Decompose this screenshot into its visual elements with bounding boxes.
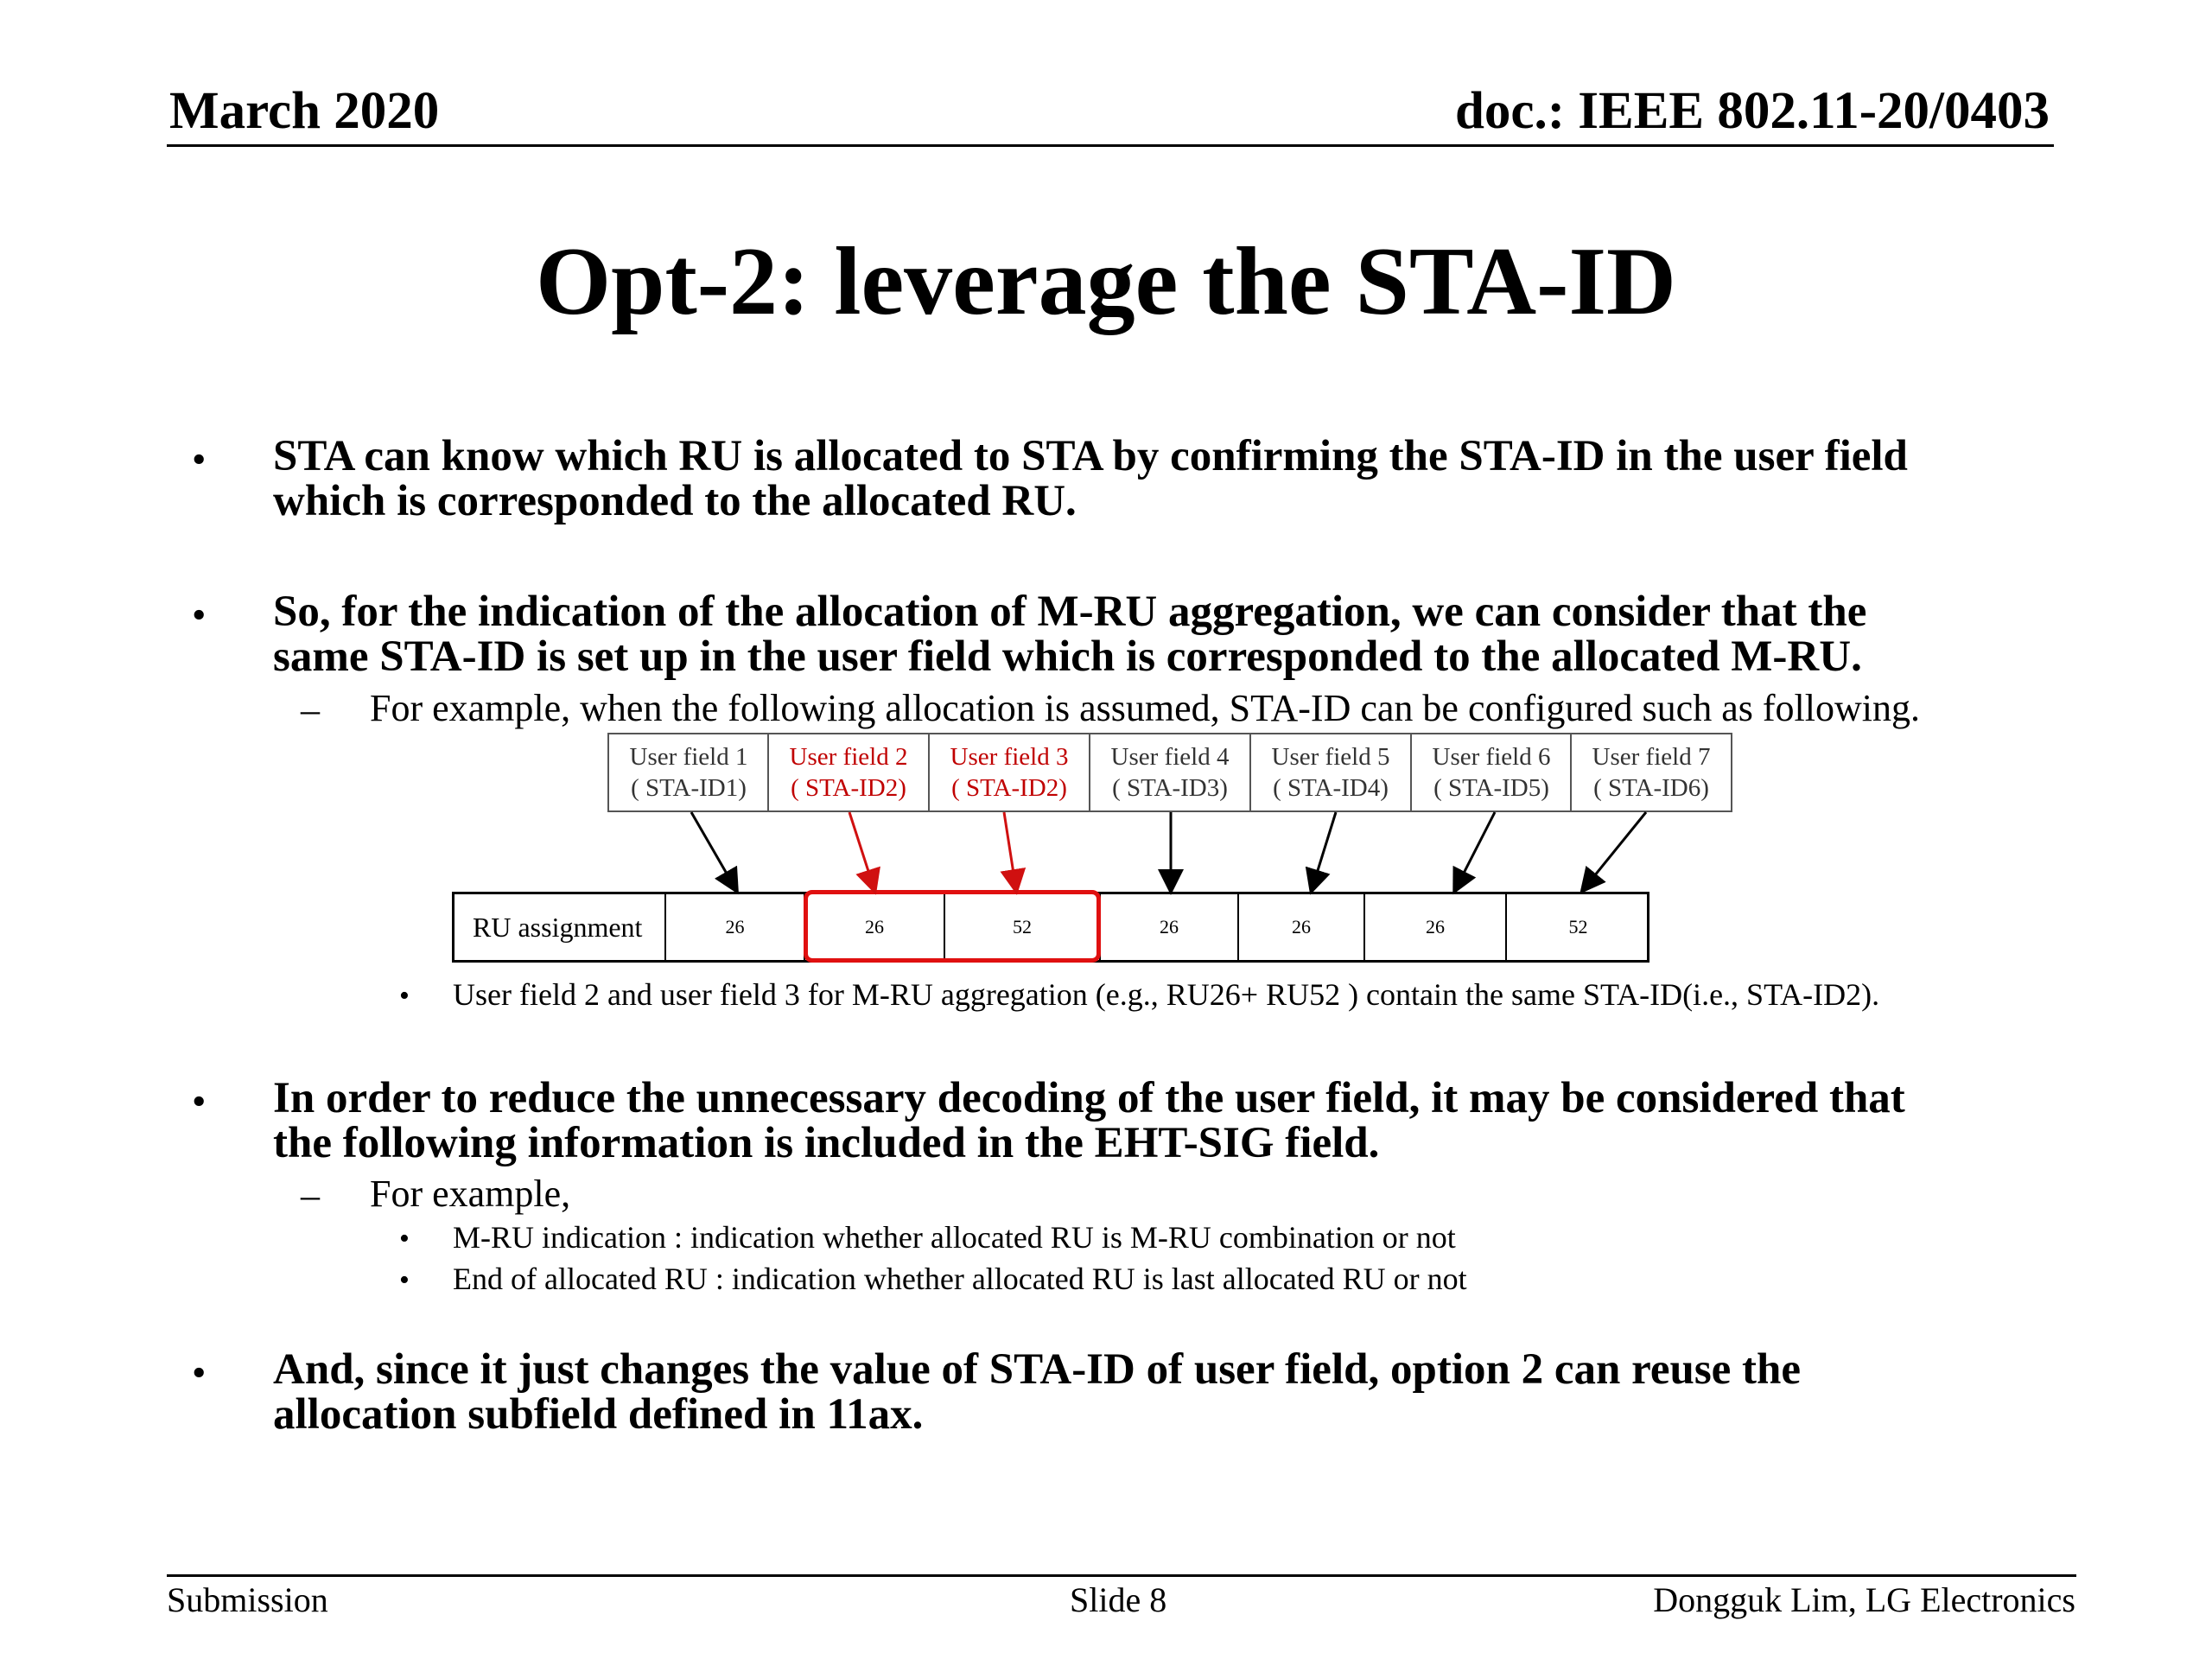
bullet-dot: • <box>192 437 207 482</box>
bullet-dot: • <box>192 1079 207 1124</box>
user-field-sta-id: ( STA-ID4) <box>1273 774 1389 802</box>
diagram-note: User field 2 and user field 3 for M-RU aggregation (e.g., RU26+ RU52 ) contain the same STA-ID(i.e., STA-ID2). <box>453 977 1880 1012</box>
arrow-2 <box>849 812 874 890</box>
header-date: March 2020 <box>169 82 440 140</box>
user-field-sta-id: ( STA-ID2) <box>791 774 906 802</box>
bullet-4-line-2: allocation subfield defined in 11ax. <box>273 1390 924 1439</box>
ru-cell: 26 <box>1365 892 1507 963</box>
ru-cell: 26 <box>666 892 805 963</box>
sub-bullet-dash: – <box>301 1174 320 1217</box>
sub-bullet-dot: • <box>399 1223 410 1255</box>
header-doc-id: doc.: IEEE 802.11-20/0403 <box>1454 82 2050 140</box>
user-field-name: User field 5 <box>1271 743 1390 771</box>
bullet-2-sub: For example, when the following allocation is assumed, STA-ID can be configured such as following. <box>370 687 1920 729</box>
bullet-3-line-2: the following information is included in the EHT-SIG field. <box>273 1119 1380 1167</box>
user-field-name: User field 6 <box>1432 743 1551 771</box>
bullet-3-line-1: In order to reduce the unnecessary decoding of the user field, it may be considered that <box>273 1074 1905 1122</box>
arrow-7 <box>1583 812 1646 890</box>
footer-submission: Submission <box>167 1580 328 1619</box>
user-field-name: User field 2 <box>789 743 908 771</box>
sub-bullet-dash: – <box>301 689 320 731</box>
bullet-3-sub: For example, <box>370 1173 571 1215</box>
bullet-4 <box>273 1347 2088 1437</box>
ru-cell: 52 <box>1568 916 1588 938</box>
bullet-dot: • <box>192 593 207 638</box>
bullet-3-item-2: End of allocated RU : indication whether allocated RU is last allocated RU or not <box>453 1262 1467 1296</box>
sub-bullet-dot: • <box>399 980 410 1012</box>
user-field-sta-id: ( STA-ID3) <box>1112 774 1228 802</box>
arrow-1 <box>691 812 736 890</box>
user-field-name: User field 7 <box>1592 743 1711 771</box>
bullet-1-line-1: STA can know which RU is allocated to STA by confirming the STA-ID in the user field <box>273 432 1908 480</box>
ru-cell: 26 <box>805 892 945 963</box>
ru-assignment-label: RU assignment <box>452 892 666 963</box>
user-field-name: User field 1 <box>629 743 748 771</box>
footer-author: Dongguk Lim, LG Electronics <box>1653 1580 2075 1619</box>
bullet-3-item-1: M-RU indication : indication whether allocated RU is M-RU combination or not <box>453 1220 1456 1255</box>
bullet-4-line-1: And, since it just changes the value of STA-ID of user field, option 2 can reuse the <box>273 1345 1802 1394</box>
user-field-name: User field 4 <box>1110 743 1230 771</box>
user-field-sta-id: ( STA-ID2) <box>951 774 1067 802</box>
bullet-1-line-2: which is corresponded to the allocated RU. <box>273 477 1077 525</box>
arrow-6 <box>1455 812 1495 890</box>
footer-divider <box>167 1574 2076 1577</box>
user-field-sta-id: ( STA-ID5) <box>1433 774 1549 802</box>
bullet-2-line-1: So, for the indication of the allocation of M-RU aggregation, we can consider that the <box>273 588 1867 636</box>
arrow-3 <box>1004 812 1016 890</box>
slide-title: Opt-2: leverage the STA-ID <box>536 228 1676 335</box>
ru-cell: 26 <box>1101 892 1239 963</box>
bullet-2-line-2: same STA-ID is set up in the user field which is corresponded to the allocated M-RU. <box>273 632 1862 681</box>
footer-slide-number: Slide 8 <box>1070 1580 1167 1619</box>
arrow-5 <box>1312 812 1336 890</box>
bullet-dot: • <box>192 1351 207 1395</box>
ru-cell: 52 <box>945 892 1101 963</box>
bullet-3 <box>273 1076 2088 1166</box>
sub-bullet-dot: • <box>399 1264 410 1296</box>
user-field-sta-id: ( STA-ID1) <box>631 774 747 802</box>
user-field-sta-id: ( STA-ID6) <box>1593 774 1709 802</box>
ru-cell: 26 <box>1239 892 1365 963</box>
user-field-name: User field 3 <box>950 743 1069 771</box>
